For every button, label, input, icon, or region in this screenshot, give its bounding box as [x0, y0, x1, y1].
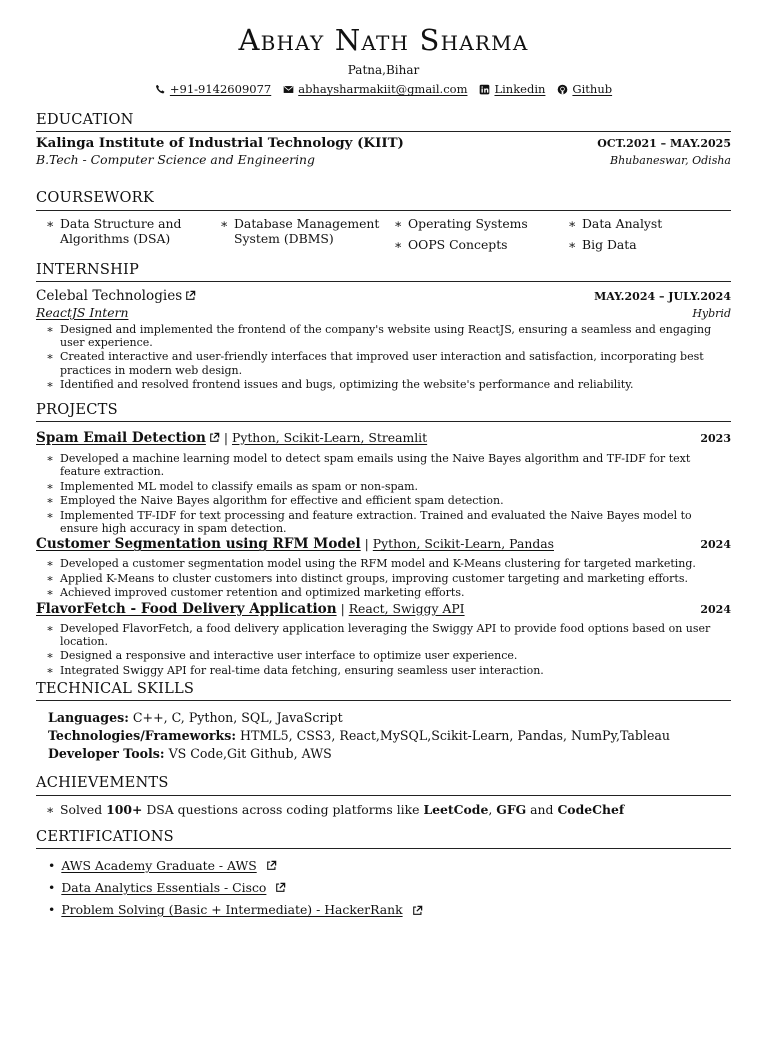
internship-heading: INTERNSHIP	[36, 261, 731, 282]
certifications-heading: CERTIFICATIONS	[36, 828, 731, 849]
bullet-text: Developed a customer segmentation model using the RFM model and K-Means clustering for targeted marketing.	[60, 557, 696, 571]
star-bullet-icon: ∗	[568, 215, 577, 231]
bullet-item	[46, 664, 731, 677]
phone-contact[interactable]	[155, 82, 271, 96]
internship-bullets	[36, 323, 731, 392]
project-row	[36, 536, 731, 553]
bullet-item	[46, 649, 731, 662]
education-heading: EDUCATION	[36, 111, 731, 132]
course-label: Database Management System (DBMS)	[234, 215, 380, 247]
bullet-item	[46, 802, 731, 817]
linkedin-link[interactable]: Linkedin	[494, 82, 546, 97]
bullet-item	[46, 572, 731, 585]
education-place: Bhubaneswar, Odisha	[610, 153, 731, 167]
star-bullet-icon: ∗	[46, 508, 54, 522]
star-bullet-icon: ∗	[46, 322, 54, 336]
bullet-text: Identified and resolved frontend issues and bugs, optimizing the website's performance and reliability.	[60, 378, 634, 392]
bullet-item	[46, 586, 731, 599]
skills-technologies	[48, 727, 731, 745]
coursework-heading: COURSEWORK	[36, 189, 731, 210]
role-title[interactable]: ReactJS Intern	[36, 304, 129, 320]
project-header	[36, 601, 465, 618]
bullet-text: Integrated Swiggy API for real-time data fetching, ensuring seamless user interaction.	[60, 663, 544, 677]
internship-dates: MAY.2024 – JULY.2024	[594, 289, 731, 303]
github-link[interactable]: Github	[572, 82, 613, 97]
resume-page	[0, 24, 768, 1048]
dot-bullet-icon: •	[48, 879, 56, 895]
course-item	[220, 216, 394, 247]
certification-link[interactable]: Data Analytics Essentials - Cisco	[61, 879, 267, 895]
email-contact[interactable]	[283, 82, 467, 96]
skills-heading: TECHNICAL SKILLS	[36, 680, 731, 701]
institution-name: Kalinga Institute of Industrial Technology (KIIT)	[36, 134, 404, 151]
project-bullets	[36, 557, 731, 599]
bullet-item	[46, 452, 731, 479]
degree-row	[36, 152, 731, 168]
bullet-text: Implemented TF-IDF for text processing and feature extraction. Trained and evaluated the Naive Bayes model to ensure high accuracy in spam detection.	[60, 508, 692, 535]
star-bullet-icon: ∗	[46, 451, 54, 465]
location: Patna,Bihar	[347, 63, 420, 78]
bullet-text: Applied K-Means to cluster customers into distinct groups, improving customer targeting and marketing efforts.	[60, 571, 688, 585]
certifications-list	[36, 855, 731, 921]
skills-value: VS Code,Git Github, AWS	[168, 745, 332, 761]
coursework-column	[220, 216, 394, 253]
external-link-icon[interactable]	[185, 290, 196, 301]
external-link-icon[interactable]	[266, 860, 277, 871]
star-bullet-icon: ∗	[394, 215, 403, 231]
bullet-item	[46, 480, 731, 493]
bullet-item	[46, 350, 731, 377]
star-bullet-icon: ∗	[46, 494, 54, 508]
project-year: 2024	[700, 538, 731, 552]
separator: |	[364, 536, 373, 552]
dot-bullet-icon: •	[48, 902, 56, 918]
star-bullet-icon: ∗	[46, 801, 55, 817]
projects-heading: PROJECTS	[36, 401, 731, 422]
star-bullet-icon: ∗	[46, 479, 54, 493]
envelope-icon	[283, 84, 294, 95]
degree: B.Tech - Computer Science and Engineering	[36, 151, 315, 167]
skills-tools	[48, 745, 731, 763]
star-bullet-icon: ∗	[394, 237, 403, 253]
project-row	[36, 601, 731, 618]
star-bullet-icon: ∗	[46, 586, 54, 600]
external-link-icon[interactable]	[275, 882, 286, 893]
project-name[interactable]: Spam Email Detection	[36, 429, 206, 446]
bullet-item	[46, 509, 731, 536]
project-tech: React, Swiggy API	[348, 600, 465, 616]
contact-row	[36, 82, 731, 96]
separator: |	[223, 429, 232, 445]
company-name[interactable]	[36, 288, 196, 305]
company-label: Celebal Technologies	[36, 287, 183, 304]
github-contact[interactable]	[557, 82, 612, 96]
dot-bullet-icon: •	[48, 857, 56, 873]
certification-link[interactable]: AWS Academy Graduate - AWS	[61, 857, 257, 873]
skills-languages	[48, 709, 731, 727]
phone-icon	[155, 84, 166, 95]
course-label: Data Analyst	[582, 215, 663, 231]
external-link-icon[interactable]	[412, 905, 423, 916]
education-row	[36, 135, 731, 152]
linkedin-contact[interactable]	[479, 82, 545, 96]
bullet-item	[46, 494, 731, 507]
bullet-item	[46, 323, 731, 350]
project-bullets	[36, 622, 731, 678]
internship-row	[36, 288, 731, 305]
achievements-list	[36, 802, 731, 817]
bullet-text: Designed and implemented the frontend of the company's website using ReactJS, ensuring a seamless and engaging user experience.	[60, 322, 712, 350]
project-year: 2024	[700, 602, 731, 616]
coursework-column	[46, 216, 220, 253]
star-bullet-icon: ∗	[46, 649, 54, 663]
certification-item[interactable]	[48, 899, 731, 921]
skills-list	[36, 709, 731, 762]
project-bullets	[36, 452, 731, 535]
course-item	[568, 216, 742, 232]
work-mode: Hybrid	[692, 306, 731, 320]
phone-link[interactable]: +91-9142609077	[169, 82, 272, 97]
linkedin-icon	[479, 84, 490, 95]
course-label: Big Data	[582, 237, 637, 253]
course-item	[568, 237, 742, 253]
separator: |	[340, 600, 349, 616]
star-bullet-icon: ∗	[46, 350, 54, 364]
email-link[interactable]: abhaysharmakiit@gmail.com	[298, 82, 468, 97]
star-bullet-icon: ∗	[46, 621, 54, 635]
certification-item[interactable]	[48, 855, 731, 877]
star-bullet-icon: ∗	[46, 378, 54, 392]
bullet-text: Developed FlavorFetch, a food delivery application leveraging the Swiggy API to provide food options based on user location.	[60, 621, 711, 648]
course-item	[394, 237, 568, 253]
external-link-icon[interactable]	[209, 432, 220, 443]
bullet-item	[46, 622, 731, 649]
star-bullet-icon: ∗	[46, 215, 55, 231]
bullet-item	[46, 557, 731, 570]
bullet-text: Designed a responsive and interactive user interface to optimize user experience.	[60, 649, 518, 663]
star-bullet-icon: ∗	[46, 557, 54, 571]
coursework-column	[568, 216, 742, 253]
certification-link[interactable]: Problem Solving (Basic + Intermediate) - HackerRank	[61, 902, 403, 918]
course-label: Operating Systems	[408, 215, 528, 231]
project-row	[36, 430, 731, 447]
bullet-item	[46, 378, 731, 391]
skills-label: Languages:	[48, 710, 129, 726]
certification-item[interactable]	[48, 877, 731, 899]
course-label: Data Structure and Algorithms (DSA)	[60, 215, 182, 247]
course-item	[46, 216, 220, 247]
star-bullet-icon: ∗	[46, 663, 54, 677]
bullet-text: Achieved improved customer retention and optimized marketing efforts.	[60, 586, 465, 600]
education-dates: OCT.2021 – MAY.2025	[597, 136, 731, 150]
project-name[interactable]: Customer Segmentation using RFM Model	[36, 536, 361, 553]
candidate-name: Abhay Nath Sharma	[238, 23, 529, 57]
project-header	[36, 430, 427, 447]
project-name[interactable]: FlavorFetch - Food Delivery Application	[36, 600, 337, 617]
course-item	[394, 216, 568, 232]
bullet-text: Employed the Naive Bayes algorithm for effective and efficient spam detection.	[60, 494, 504, 508]
star-bullet-icon: ∗	[568, 237, 577, 253]
course-label: OOPS Concepts	[408, 237, 508, 253]
skills-label: Developer Tools:	[48, 745, 165, 761]
bullet-text: Implemented ML model to classify emails as spam or non-spam.	[60, 479, 418, 493]
github-icon	[557, 84, 568, 95]
project-year: 2023	[700, 431, 731, 445]
coursework-column	[394, 216, 568, 253]
coursework-grid	[36, 216, 731, 253]
achievement-text: Solved 100+ DSA questions across coding platforms like LeetCode, GFG and CodeChef	[60, 801, 625, 817]
skills-value: HTML5, CSS3, React,MySQL,Scikit-Learn, Pandas, NumPy,Tableau	[240, 728, 671, 744]
bullet-text: Created interactive and user-friendly interfaces that improved user interaction and satisfaction, incorporating best practices in modern web design.	[60, 350, 704, 377]
project-tech: Python, Scikit-Learn, Pandas	[372, 536, 554, 552]
skills-value: C++, C, Python, SQL, JavaScript	[132, 710, 343, 726]
project-tech: Python, Scikit-Learn, Streamlit	[231, 429, 428, 445]
star-bullet-icon: ∗	[220, 215, 229, 231]
project-header	[36, 536, 554, 553]
bullet-text: Developed a machine learning model to detect spam emails using the Naive Bayes algorithm and TF-IDF for text feature extraction.	[60, 451, 691, 479]
achievements-heading: ACHIEVEMENTS	[36, 774, 731, 795]
role-row	[36, 305, 731, 321]
star-bullet-icon: ∗	[46, 571, 54, 585]
skills-label: Technologies/Frameworks:	[48, 728, 236, 744]
